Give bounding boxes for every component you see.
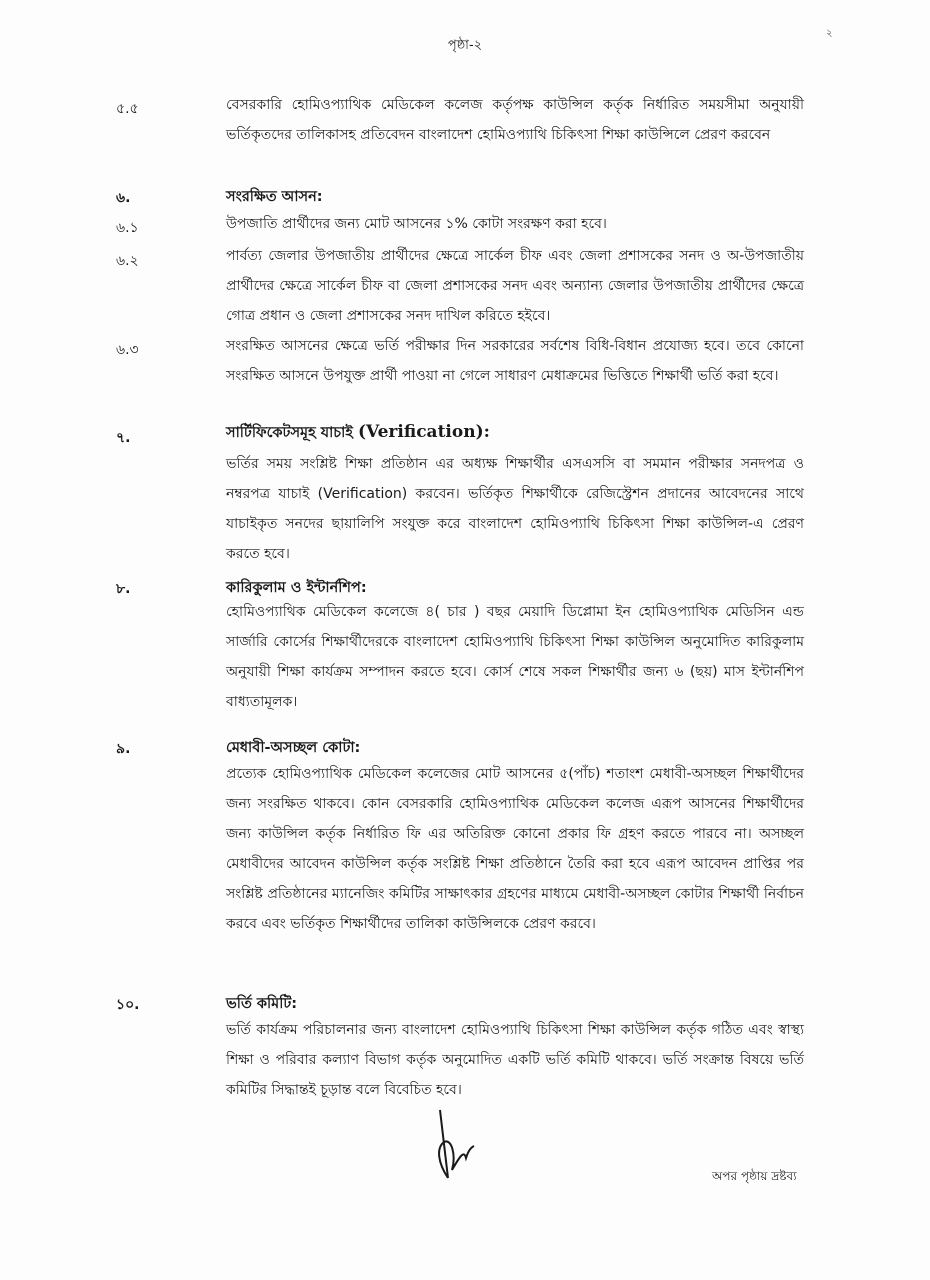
section-number-6: ৬.	[116, 190, 131, 206]
section-10-heading: ভর্তি কমিটি:	[226, 996, 298, 1012]
section-5-5-text: বেসরকারি হোমিওপ্যাথিক মেডিকেল কলেজ কর্তৃপক্ষ কাউন্সিল কর্তৃক নির্ধারিত সময়সীমা অনুযায়ী ভর্তিকৃতদের তালিকাসহ প্রতিবেদন বাংলাদেশ হোমিওপ্যাথি চিকিৎসা শিক্ষা কাউন্সিলে প্রেরণ করবেন	[226, 97, 804, 143]
corner-mark: ২	[826, 28, 833, 39]
section-7-heading-bn: সার্টিফিকেটসমূহ যাচাই	[226, 425, 353, 441]
section-number-8: ৮.	[116, 581, 131, 597]
section-8-heading: কারিকুলাম ও ইন্টার্নশিপ:	[226, 580, 367, 596]
section-number-6-1: ৬.১	[116, 220, 139, 236]
section-7-text: ভর্তির সময় সংশ্লিষ্ট শিক্ষা প্রতিষ্ঠান এর অধ্যক্ষ শিক্ষার্থীর এসএসসি বা সমমান পরীক্ষার সনদপত্র ও নম্বরপত্র যাচাই (Verification) করবেন। ভর্তিকৃত শিক্ষার্থীকে রেজিস্ট্রেশন প্রদানের আবেদনের সাথে যাচাইকৃত সনদের ছায়ালিপি সংযুক্ত করে বাংলাদেশ হোমিওপ্যাথি চিকিৎসা শিক্ষা কাউন্সিল-এ প্রেরণ করতে হবে।	[226, 456, 804, 562]
section-6-1-text: উপজাতি প্রার্থীদের জন্য মোট আসনের ১% কোটা সংরক্ষণ করা হবে।	[226, 216, 607, 232]
section-10-text: ভর্তি কার্যক্রম পরিচালনার জন্য বাংলাদেশ হোমিওপ্যাথি চিকিৎসা শিক্ষা কাউন্সিল কর্তৃক গঠিত এবং স্বাস্থ্য শিক্ষা ও পরিবার কল্যাণ বিভাগ কর্তৃক অনুমোদিত একটি ভর্তি কমিটি থাকবে। ভর্তি সংক্রান্ত বিষয়ে ভর্তি কমিটির সিদ্ধান্তই চূড়ান্ত বলে বিবেচিত হবে।	[226, 1022, 804, 1098]
section-number-7: ৭.	[116, 430, 131, 446]
section-number-6-3: ৬.৩	[116, 342, 139, 358]
section-6-3-text: সংরক্ষিত আসনের ক্ষেত্রে ভর্তি পরীক্ষার দিন সরকারের সর্বশেষ বিধি-বিধান প্রযোজ্য হবে। তবে কোনো সংরক্ষিত আসনে উপযুক্ত প্রার্থী পাওয়া না গেলে সাধারণ মেধাক্রমের ভিত্তিতে শিক্ষার্থী ভর্তি করা হবে।	[226, 338, 804, 384]
section-7-heading-latin: (Verification):	[357, 422, 490, 442]
section-7-heading	[226, 422, 490, 446]
section-number-6-2: ৬.২	[116, 253, 139, 269]
section-number-5-5: ৫.৫	[116, 101, 139, 117]
page-number: পৃষ্ঠা-২	[447, 38, 483, 53]
section-number-9: ৯.	[116, 741, 131, 757]
section-number-10: ১০.	[116, 997, 140, 1013]
section-9-heading: মেধাবী-অসচ্ছল কোটা:	[226, 740, 361, 756]
signature	[430, 1108, 510, 1188]
section-9-text: প্রত্যেক হোমিওপ্যাথিক মেডিকেল কলেজের মোট আসনের ৫(পাঁচ) শতাংশ মেধাবী-অসচ্ছল শিক্ষার্থীদের জন্য সংরক্ষিত থাকবে। কোন বেসরকারি হোমিওপ্যাথিক মেডিকেল কলেজ এরূপ আসনের শিক্ষার্থীদের জন্য কাউন্সিল কর্তৃক নির্ধারিত ফি এর অতিরিক্ত কোনো প্রকার ফি গ্রহণ করতে পারবে না। অসচ্ছল মেধাবীদের আবেদন কাউন্সিল কর্তৃক সংশ্লিষ্ট শিক্ষা প্রতিষ্ঠানে তৈরি করা হবে এরূপ আবেদন প্রাপ্তির পর সংশ্লিষ্ট প্রতিষ্ঠানের ম্যানেজিং কমিটির সাক্ষাৎকার গ্রহণের মাধ্যমে মেধাবী-অসচ্ছল কোটার শিক্ষার্থী নির্বাচন করবে এবং ভর্তিকৃত শিক্ষার্থীদের তালিকা কাউন্সিলকে প্রেরণ করবে।	[226, 766, 804, 932]
section-6-2-text: পার্বত্য জেলার উপজাতীয় প্রার্থীদের ক্ষেত্রে সার্কেল চীফ এবং জেলা প্রশাসকের সনদ ও অ-উপজাতীয় প্রার্থীদের ক্ষেত্রে সার্কেল চীফ বা জেলা প্রশাসকের সনদ এবং অন্যান্য জেলার উপজাতীয় প্রার্থীদের ক্ষেত্রে গোত্র প্রধান ও জেলা প্রশাসকের সনদ দাখিল করিতে হইবে।	[226, 248, 804, 324]
section-6-heading: সংরক্ষিত আসন:	[226, 189, 323, 205]
section-8-text: হোমিওপ্যাথিক মেডিকেল কলেজে ৪( চার ) বছর মেয়াদি ডিপ্লোমা ইন হোমিওপ্যাথিক মেডিসিন এন্ড সার্জারি কোর্সের শিক্ষার্থীদেরকে বাংলাদেশ হোমিওপ্যাথি চিকিৎসা শিক্ষা কাউন্সিল অনুমোদিত কারিকুলাম অনুযায়ী শিক্ষা কার্যক্রম সম্পাদন করতে হবে। কোর্স শেষে সকল শিক্ষার্থীর জন্য ৬ (ছয়) মাস ইন্টার্নশিপ বাধ্যতামূলক।	[226, 604, 804, 710]
continued-note: অপর পৃষ্ঠায় দ্রষ্টব্য	[712, 1169, 797, 1183]
